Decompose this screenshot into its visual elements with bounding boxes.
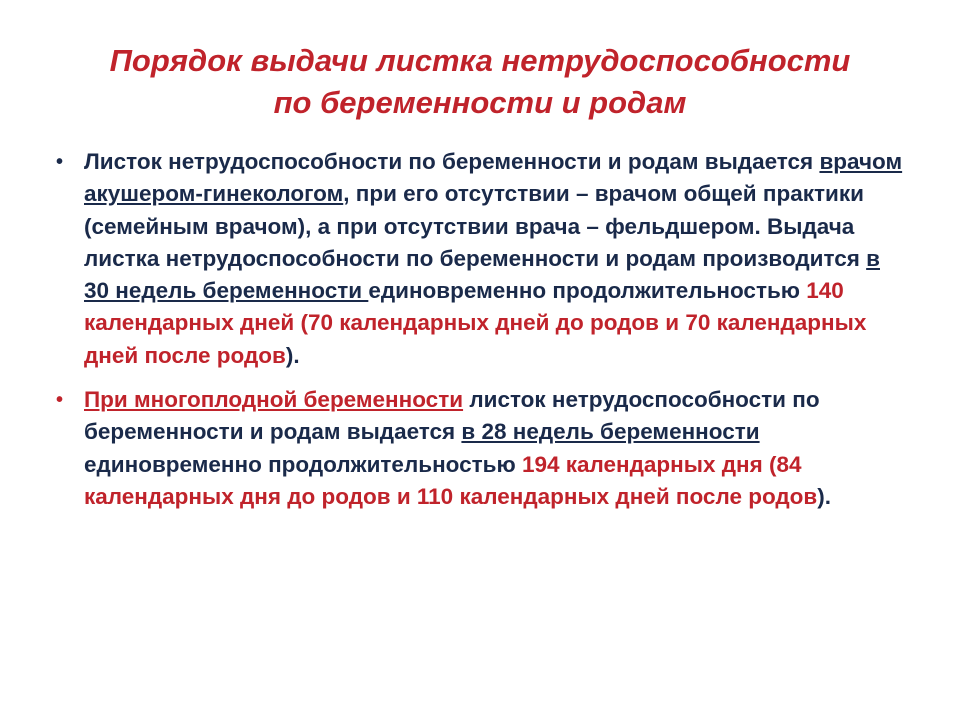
bullet2-text-end: ). — [817, 483, 832, 509]
bullet2-text-duration: единовременно продолжительностью — [84, 451, 522, 477]
bullet2-text-issued: листок нетрудоспособности по беременности и родам выдается — [84, 387, 820, 445]
bullet1-text-alternatives: , при его отсутствии – врачом общей практики (семейным врачом), а при отсутствии врача – фельдшером. Выдача листка нетрудоспособности по беременности и родам производится — [84, 181, 867, 271]
bullet-list — [56, 146, 906, 513]
slide-title — [40, 40, 920, 124]
slide-title-line-2: по беременности и родам — [273, 85, 687, 120]
bullet1-text-intro: Листок нетрудоспособности по беременности и родам выдается — [84, 149, 820, 174]
bullet2-underlined-weeks: в 28 недель беременности — [461, 419, 760, 445]
bullet-dot-icon: • — [56, 151, 64, 173]
bullet-item-standard-leave — [56, 146, 906, 372]
slide-title-line-1: Порядок выдачи листка нетрудоспособности — [109, 43, 851, 78]
bullet2-underlined-multiple-pregnancy: При многоплодной беременности — [84, 387, 464, 413]
bullet-dot-icon: • — [56, 389, 64, 412]
bullet1-underlined-weeks: в 30 недель беременности — [84, 245, 880, 304]
bullet1-highlight-days: 140 календарных дней (70 календарных дней до родов и 70 календарных дней после родов — [84, 278, 867, 368]
bullet2-highlight-days: 194 календарных дня (84 календарных дня до родов и 110 календарных дней после родов — [84, 451, 818, 509]
bullet-item-multiple-pregnancy — [56, 384, 906, 513]
bullet1-text-duration: единовременно продолжительностью — [368, 278, 807, 304]
bullet1-text-end: ). — [285, 342, 300, 368]
bullet1-underlined-doctor: врачом акушером-гинекологом — [84, 149, 903, 207]
